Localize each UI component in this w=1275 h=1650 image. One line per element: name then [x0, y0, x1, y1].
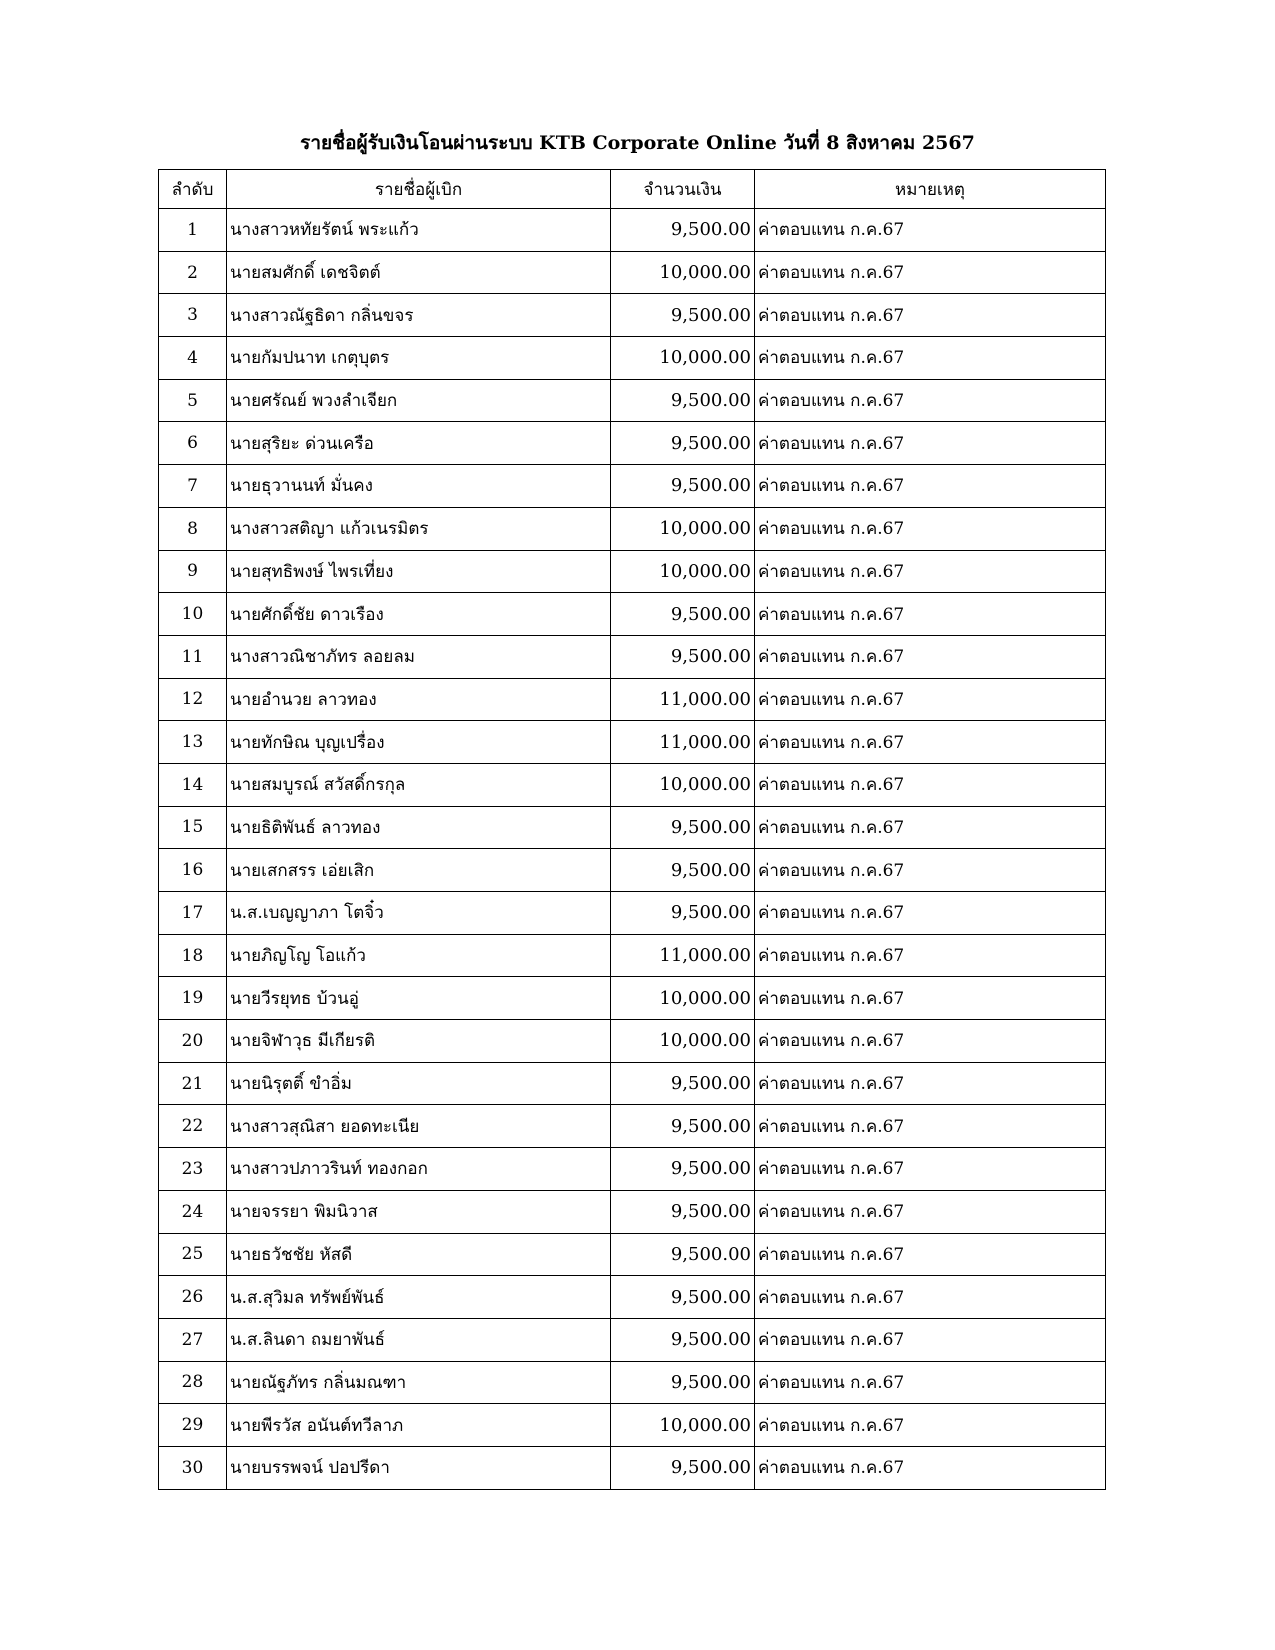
payee-name: นางสาวหทัยรัตน์ พระแก้ว: [227, 209, 611, 252]
payee-name: นายพีรวัส อนันต์ทวีลาภ: [227, 1404, 611, 1447]
payee-name: นายเสกสรร เอ่ยเสิก: [227, 849, 611, 892]
table-body: [159, 209, 1106, 1490]
amount: 10,000.00: [611, 550, 755, 593]
row-number: 23: [159, 1148, 227, 1191]
amount: 10,000.00: [611, 251, 755, 294]
row-number: 19: [159, 977, 227, 1020]
row-number: 16: [159, 849, 227, 892]
table-row: [159, 934, 1106, 977]
table-row: [159, 635, 1106, 678]
note: ค่าตอบแทน ก.ค.67: [755, 550, 1106, 593]
amount: 9,500.00: [611, 635, 755, 678]
note: ค่าตอบแทน ก.ค.67: [755, 678, 1106, 721]
row-number: 1: [159, 209, 227, 252]
amount: 9,500.00: [611, 379, 755, 422]
row-number: 24: [159, 1190, 227, 1233]
note: ค่าตอบแทน ก.ค.67: [755, 721, 1106, 764]
table-row: [159, 806, 1106, 849]
payee-name: นายบรรพจน์ ปอปรีดา: [227, 1446, 611, 1489]
note: ค่าตอบแทน ก.ค.67: [755, 977, 1106, 1020]
row-number: 2: [159, 251, 227, 294]
page-title: รายชื่อผู้รับเงินโอนผ่านระบบ KTB Corporate Online วันที่ 8 สิงหาคม 2567: [300, 132, 975, 154]
payee-name: นางสาวสุณิสา ยอดทะเนีย: [227, 1105, 611, 1148]
payee-name: นายกัมปนาท เกตุบุตร: [227, 337, 611, 380]
note: ค่าตอบแทน ก.ค.67: [755, 1105, 1106, 1148]
amount: 10,000.00: [611, 763, 755, 806]
header-name: รายชื่อผู้เบิก: [227, 170, 611, 209]
row-number: 4: [159, 337, 227, 380]
amount: 9,500.00: [611, 1276, 755, 1319]
payee-name: นายสุริยะ ด่วนเครือ: [227, 422, 611, 465]
note: ค่าตอบแทน ก.ค.67: [755, 209, 1106, 252]
amount: 9,500.00: [611, 1148, 755, 1191]
note: ค่าตอบแทน ก.ค.67: [755, 849, 1106, 892]
note: ค่าตอบแทน ก.ค.67: [755, 337, 1106, 380]
payee-name: น.ส.เบญญาภา โตจิ๋ว: [227, 892, 611, 935]
table-row: [159, 422, 1106, 465]
note: ค่าตอบแทน ก.ค.67: [755, 294, 1106, 337]
table-row: [159, 1062, 1106, 1105]
table-row: [159, 1361, 1106, 1404]
payee-name: นายจรรยา พิมนิวาส: [227, 1190, 611, 1233]
note: ค่าตอบแทน ก.ค.67: [755, 1148, 1106, 1191]
table-row: [159, 678, 1106, 721]
amount: 9,500.00: [611, 209, 755, 252]
note: ค่าตอบแทน ก.ค.67: [755, 1404, 1106, 1447]
amount: 9,500.00: [611, 1105, 755, 1148]
note: ค่าตอบแทน ก.ค.67: [755, 1062, 1106, 1105]
row-number: 15: [159, 806, 227, 849]
row-number: 14: [159, 763, 227, 806]
note: ค่าตอบแทน ก.ค.67: [755, 465, 1106, 508]
table-row: [159, 507, 1106, 550]
payee-name: นายนิรุตติ์ ขำอิ่ม: [227, 1062, 611, 1105]
note: ค่าตอบแทน ก.ค.67: [755, 1190, 1106, 1233]
payee-name: นายศักดิ์ชัย ดาวเรือง: [227, 593, 611, 636]
note: ค่าตอบแทน ก.ค.67: [755, 1276, 1106, 1319]
amount: 10,000.00: [611, 507, 755, 550]
table-row: [159, 977, 1106, 1020]
table-row: [159, 1404, 1106, 1447]
table-header-row: [159, 170, 1106, 209]
payee-name: นางสาวสติญา แก้วเนรมิตร: [227, 507, 611, 550]
row-number: 7: [159, 465, 227, 508]
table-row: [159, 593, 1106, 636]
payee-name: น.ส.ลินดา ถมยาพันธ์: [227, 1318, 611, 1361]
amount: 10,000.00: [611, 337, 755, 380]
table-row: [159, 1446, 1106, 1489]
payee-name: นายสุทธิพงษ์ ไพรเที่ยง: [227, 550, 611, 593]
payee-name: น.ส.สุวิมล ทรัพย์พันธ์: [227, 1276, 611, 1319]
payee-name: นางสาวปภาวรินท์ ทองกอก: [227, 1148, 611, 1191]
row-number: 12: [159, 678, 227, 721]
note: ค่าตอบแทน ก.ค.67: [755, 593, 1106, 636]
table-row: [159, 209, 1106, 252]
row-number: 13: [159, 721, 227, 764]
amount: 9,500.00: [611, 849, 755, 892]
amount: 11,000.00: [611, 721, 755, 764]
row-number: 10: [159, 593, 227, 636]
row-number: 11: [159, 635, 227, 678]
row-number: 9: [159, 550, 227, 593]
payee-name: นางสาวณิชาภัทร ลอยลม: [227, 635, 611, 678]
header-note: หมายเหตุ: [755, 170, 1106, 209]
table-row: [159, 1190, 1106, 1233]
amount: 11,000.00: [611, 678, 755, 721]
payee-name: นายอำนวย ลาวทอง: [227, 678, 611, 721]
note: ค่าตอบแทน ก.ค.67: [755, 507, 1106, 550]
table-row: [159, 763, 1106, 806]
amount: 9,500.00: [611, 1361, 755, 1404]
note: ค่าตอบแทน ก.ค.67: [755, 422, 1106, 465]
table-row: [159, 1318, 1106, 1361]
amount: 9,500.00: [611, 806, 755, 849]
row-number: 22: [159, 1105, 227, 1148]
table-row: [159, 1105, 1106, 1148]
amount: 9,500.00: [611, 1446, 755, 1489]
payee-name: นางสาวณัฐธิดา กลิ่นขจร: [227, 294, 611, 337]
table-row: [159, 379, 1106, 422]
row-number: 3: [159, 294, 227, 337]
note: ค่าตอบแทน ก.ค.67: [755, 934, 1106, 977]
note: ค่าตอบแทน ก.ค.67: [755, 1446, 1106, 1489]
table-row: [159, 1020, 1106, 1063]
payee-name: นายธุวานนท์ มั่นคง: [227, 465, 611, 508]
header-no: ลำดับ: [159, 170, 227, 209]
row-number: 17: [159, 892, 227, 935]
row-number: 25: [159, 1233, 227, 1276]
amount: 9,500.00: [611, 593, 755, 636]
payee-name: นายณัฐภัทร กลิ่นมณฑา: [227, 1361, 611, 1404]
table-row: [159, 892, 1106, 935]
row-number: 30: [159, 1446, 227, 1489]
amount: 9,500.00: [611, 294, 755, 337]
row-number: 8: [159, 507, 227, 550]
row-number: 21: [159, 1062, 227, 1105]
table-row: [159, 721, 1106, 764]
note: ค่าตอบแทน ก.ค.67: [755, 1020, 1106, 1063]
table-row: [159, 337, 1106, 380]
payee-name: นายธิติพันธ์ ลาวทอง: [227, 806, 611, 849]
row-number: 20: [159, 1020, 227, 1063]
amount: 9,500.00: [611, 465, 755, 508]
note: ค่าตอบแทน ก.ค.67: [755, 892, 1106, 935]
note: ค่าตอบแทน ก.ค.67: [755, 1233, 1106, 1276]
amount: 9,500.00: [611, 1318, 755, 1361]
payee-name: นายทักษิณ บุญเปรื่อง: [227, 721, 611, 764]
table-row: [159, 550, 1106, 593]
note: ค่าตอบแทน ก.ค.67: [755, 1361, 1106, 1404]
row-number: 18: [159, 934, 227, 977]
amount: 9,500.00: [611, 1190, 755, 1233]
payee-table: [158, 169, 1106, 1490]
amount: 9,500.00: [611, 1062, 755, 1105]
amount: 9,500.00: [611, 1233, 755, 1276]
table-row: [159, 849, 1106, 892]
payee-name: นายภิญโญ โอแก้ว: [227, 934, 611, 977]
amount: 10,000.00: [611, 1404, 755, 1447]
amount: 10,000.00: [611, 977, 755, 1020]
row-number: 5: [159, 379, 227, 422]
table-row: [159, 251, 1106, 294]
row-number: 26: [159, 1276, 227, 1319]
note: ค่าตอบแทน ก.ค.67: [755, 806, 1106, 849]
note: ค่าตอบแทน ก.ค.67: [755, 379, 1106, 422]
row-number: 29: [159, 1404, 227, 1447]
amount: 11,000.00: [611, 934, 755, 977]
payee-name: นายจิฬาวุธ มีเกียรติ: [227, 1020, 611, 1063]
row-number: 28: [159, 1361, 227, 1404]
header-amount: จำนวนเงิน: [611, 170, 755, 209]
table-row: [159, 1148, 1106, 1191]
row-number: 6: [159, 422, 227, 465]
payee-name: นายธวัชชัย หัสดี: [227, 1233, 611, 1276]
payee-name: นายวีรยุทธ บ้วนอู่: [227, 977, 611, 1020]
table-row: [159, 465, 1106, 508]
amount: 10,000.00: [611, 1020, 755, 1063]
payee-name: นายศรัณย์ พวงลำเจียก: [227, 379, 611, 422]
note: ค่าตอบแทน ก.ค.67: [755, 635, 1106, 678]
payee-name: นายสมศักดิ์ เดชจิตต์: [227, 251, 611, 294]
payee-name: นายสมบูรณ์ สวัสดิ์กรกุล: [227, 763, 611, 806]
table-row: [159, 294, 1106, 337]
amount: 9,500.00: [611, 422, 755, 465]
table-row: [159, 1233, 1106, 1276]
note: ค่าตอบแทน ก.ค.67: [755, 763, 1106, 806]
table-row: [159, 1276, 1106, 1319]
note: ค่าตอบแทน ก.ค.67: [755, 251, 1106, 294]
note: ค่าตอบแทน ก.ค.67: [755, 1318, 1106, 1361]
amount: 9,500.00: [611, 892, 755, 935]
row-number: 27: [159, 1318, 227, 1361]
